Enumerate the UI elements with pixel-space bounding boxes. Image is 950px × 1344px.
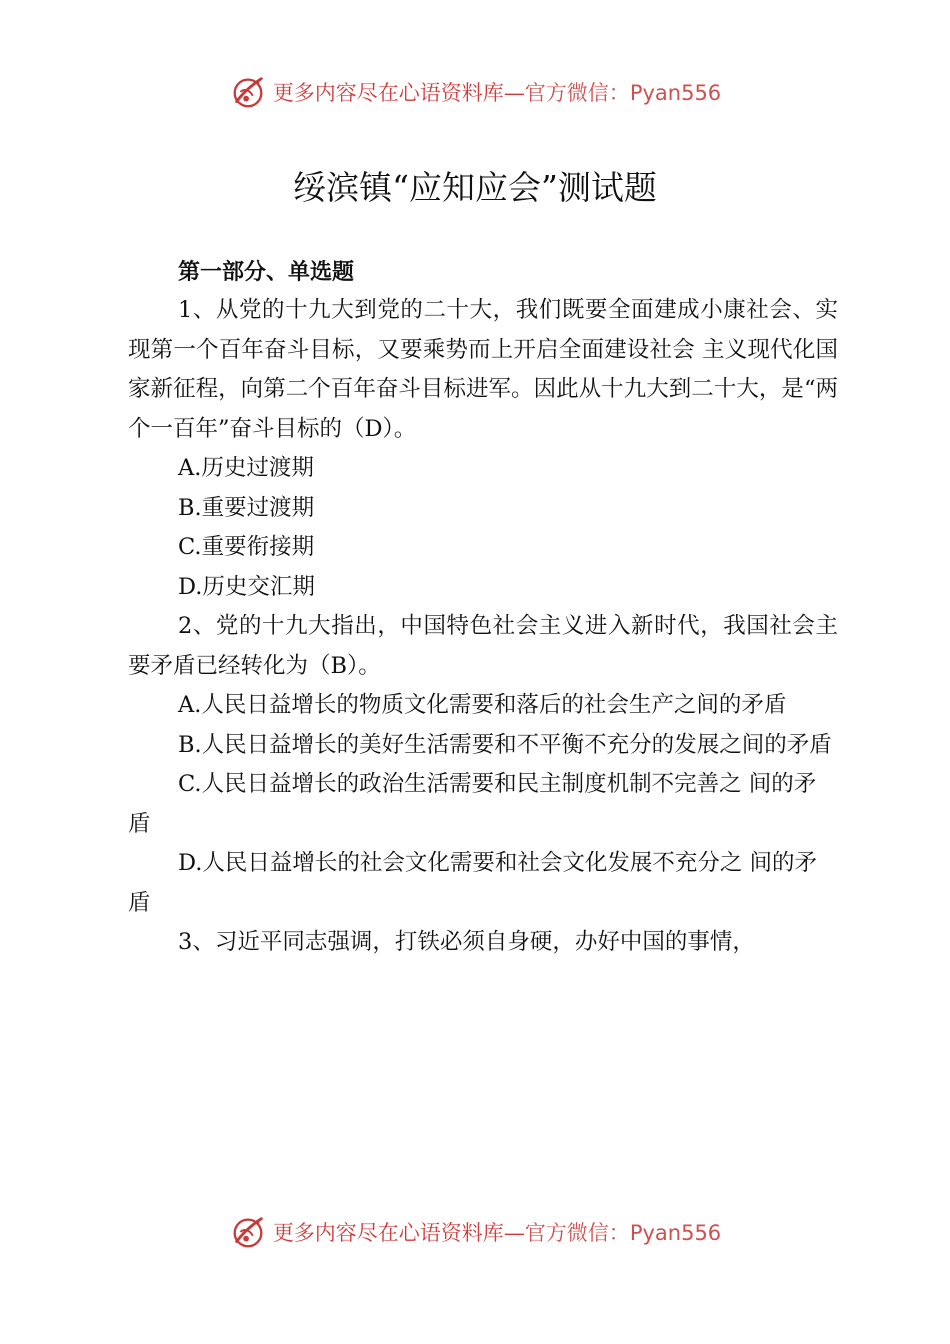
- question-1-option-c: C.重要衔接期: [178, 534, 315, 560]
- banner-text: 更多内容尽在心语资料库—官方微信：Pyan556: [272, 81, 722, 105]
- question-2-option-a: A.人民日益增长的物质文化需要和落后的社会生产之间的矛盾: [178, 692, 787, 718]
- question-1-stem: 1、从党的十九大到党的二十大，我们既要全面建成小康社会、实现第一个百年奋斗目标，又要乘势而上开启全面建设社会 主义现代化国家新征程，向第二个百年奋斗目标进军。因此从十九大到二十大，是“两个一百年”奋斗目标的（D）。: [128, 297, 838, 442]
- page-title: 绥滨镇“应知应会”测试题: [293, 168, 657, 207]
- banner-text: 更多内容尽在心语资料库—官方微信：Pyan556: [272, 1221, 722, 1245]
- brush-logo-icon: [229, 73, 267, 111]
- question-1-option-b: B.重要过渡期: [178, 494, 315, 521]
- document-body: [128, 255, 838, 963]
- question-2-option-d: D.人民日益增长的社会文化需要和社会文化发展不充分之 间的矛盾: [128, 850, 818, 916]
- question-3-stem: 3、习近平同志强调，打铁必须自身硬，办好中国的事情，: [178, 929, 755, 955]
- brush-logo-icon: [229, 1213, 267, 1251]
- question-1-option-a: A.历史过渡期: [178, 455, 314, 481]
- footer-banner: [0, 1212, 950, 1252]
- question-2-option-c: C.人民日益增长的政治生活需要和民主制度机制不完善之 间的矛盾: [128, 771, 817, 837]
- header-banner: [0, 72, 950, 112]
- section-heading: 第一部分、单选题: [178, 260, 355, 285]
- question-2-stem: 2、党的十九大指出，中国特色社会主义进入新时代，我国社会主要矛盾已经转化为（B）。: [128, 613, 838, 679]
- question-1-option-d: D.历史交汇期: [178, 573, 315, 600]
- question-2-option-b: B.人民日益增长的美好生活需要和不平衡不充分的发展之间的矛盾: [178, 731, 832, 758]
